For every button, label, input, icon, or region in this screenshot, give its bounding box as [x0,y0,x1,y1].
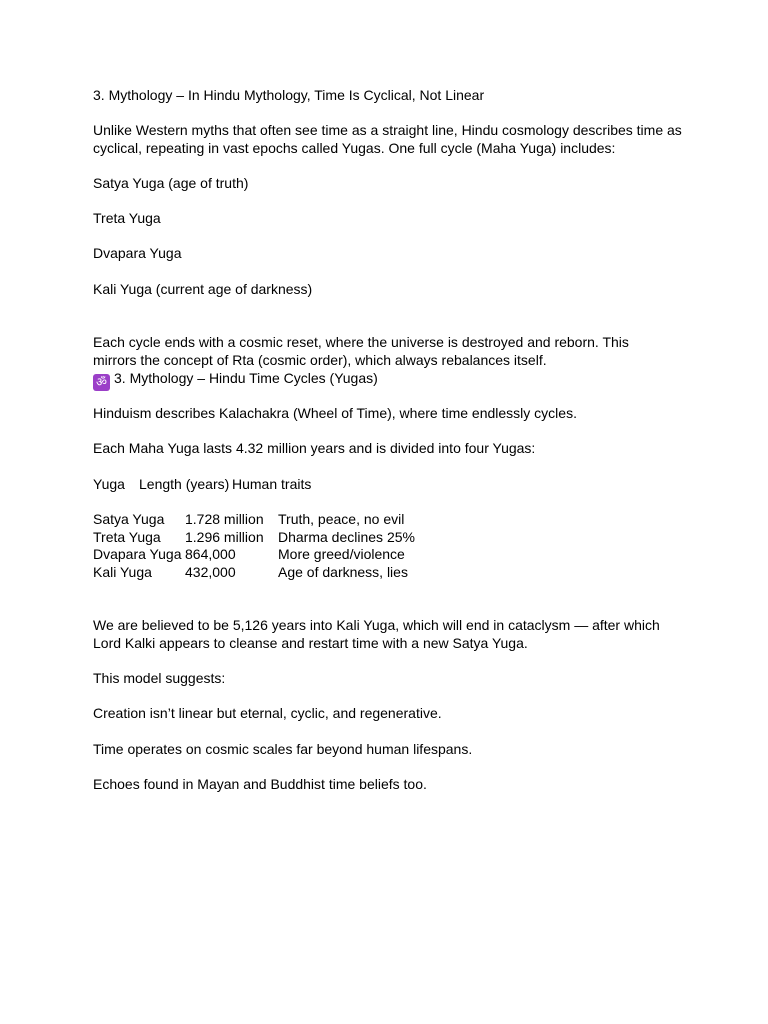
yuga-table [93,511,415,581]
kalachakra-paragraph: Hinduism describes Kalachakra (Wheel of Time), where time endlessly cycles. [93,405,577,421]
table-cell: Treta Yuga [93,528,161,545]
section-heading-1: 3. Mythology – In Hindu Mythology, Time Is Cyclical, Not Linear [93,87,485,103]
table-cell: More greed/violence [278,546,405,563]
yuga-list-item: Satya Yuga (age of truth) [93,175,249,191]
maha-yuga-paragraph: Each Maha Yuga lasts 4.32 million years and is divided into four Yugas: [93,440,536,456]
table-header-cell: Length (years) [139,476,230,492]
table-row [93,529,415,547]
section-heading-2 [93,370,683,391]
intro-paragraph: Unlike Western myths that often see time as a straight line, Hindu cosmology describes time as cyclical, repeating in vast epochs called Yugas. One full cycle (Maha Yuga) includes: [93,122,682,156]
table-row [93,546,415,564]
section-heading-2-text: 3. Mythology – Hindu Time Cycles (Yugas) [114,370,378,386]
table-row [93,511,415,529]
table-header-cell: Human traits [232,476,312,492]
table-cell: Kali Yuga [93,563,152,580]
point-item: Echoes found in Mayan and Buddhist time beliefs too. [93,776,427,792]
table-cell: Dvapara Yuga [93,546,182,563]
point-item: Creation isn’t linear but eternal, cyclic, and regenerative. [93,705,442,721]
table-cell: Truth, peace, no evil [278,511,405,527]
point-item: Time operates on cosmic scales far beyond human lifespans. [93,741,473,757]
om-symbol-icon: ॐ [93,374,110,391]
table-cell: Satya Yuga [93,511,165,527]
table-cell: 1.728 million [185,511,264,527]
table-cell: 1.296 million [185,528,264,545]
yuga-list-item: Treta Yuga [93,210,161,226]
table-header-cell: Yuga [93,476,125,492]
kali-yuga-paragraph: We are believed to be 5,126 years into Kali Yuga, which will end in cataclysm — after which Lord Kalki appears to cleanse and restart time with a new Satya Yuga. [93,617,660,651]
cycle-paragraph: Each cycle ends with a cosmic reset, where the universe is destroyed and reborn. This mirrors the concept of Rta (cosmic order), which always rebalances itself. [93,334,629,368]
table-cell: 864,000 [185,546,236,563]
yuga-list-item: Dvapara Yuga [93,245,182,261]
model-suggests-text: This model suggests: [93,670,226,686]
table-cell: Dharma declines 25% [278,528,415,545]
table-row [93,564,415,582]
table-cell: 432,000 [185,563,236,580]
table-cell: Age of darkness, lies [278,563,408,580]
yuga-list-item: Kali Yuga (current age of darkness) [93,281,313,297]
